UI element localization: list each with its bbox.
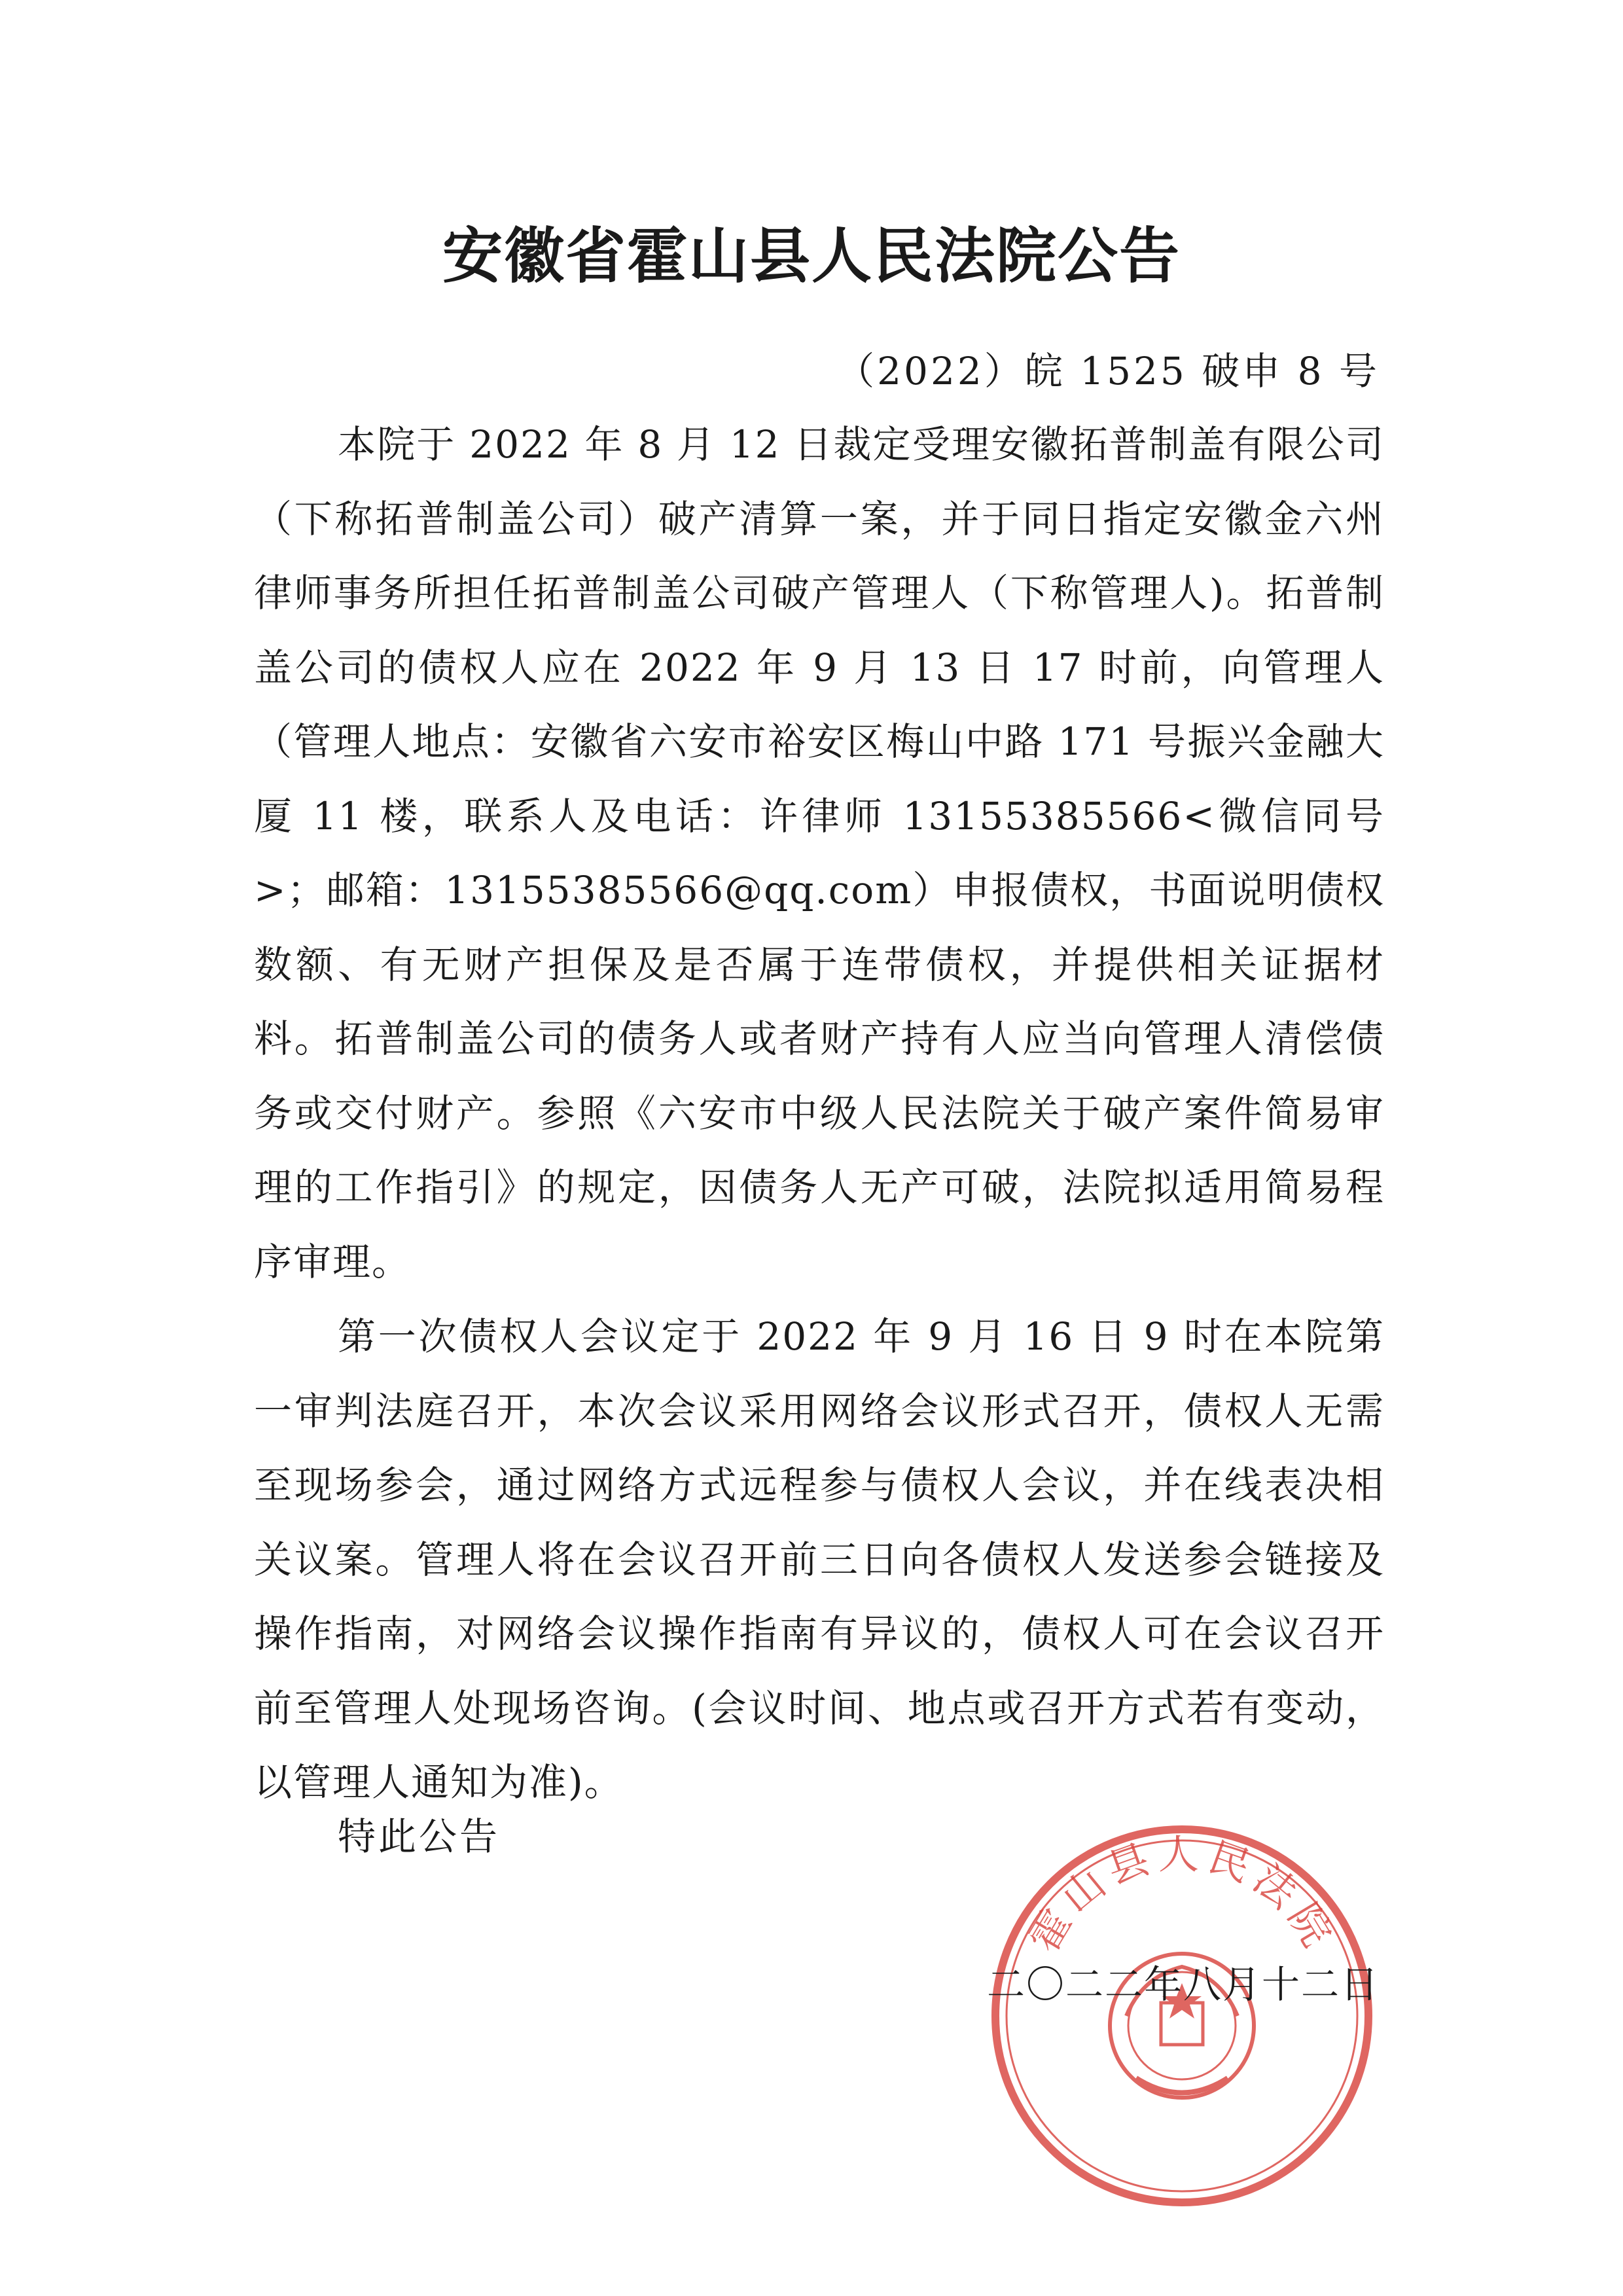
- seal-text: 霍山县人民法院: [1019, 1830, 1345, 1960]
- document-title: 安徽省霍山县人民法院公告: [442, 221, 1181, 291]
- closing-phrase: 特此公告: [338, 1814, 501, 1859]
- paragraph-claim-filing: 本院于 2022 年 8 月 12 日裁定受理安徽拓普制盖有限公司（下称拓普制盖公司）破产清算一案，并于同日指定安徽金六州律师事务所担任拓普制盖公司破产管理人（下称管理人)。拓普制盖公司的债权人应在 2022 年 9 月 13 日 17 时前，向管理人（管理人地点：安徽省六安市裕安区梅山中路 171 号振兴金融大厦 11 楼，联系人及电话：许律师 13155385566<微信同号>；邮箱：13155385566@qq.com）申报债权，书面说明债权数额、有无财产担保及是否属于连带债权，并提供相关证据材料。拓普制盖公司的债务人或者财产持有人应当向管理人清偿债务或交付财产。参照《六安市中级人民法院关于破产案件简易审理的工作指引》的规定，因债务人无产可破，法院拟适用简易程序审理。: [254, 422, 1385, 1284]
- svg-text:霍山县人民法院: [1020, 1830, 1344, 1960]
- case-number: （2022）皖 1525 破申 8 号: [836, 349, 1380, 393]
- announcement-date: 二〇二二年八月十二日: [986, 1962, 1380, 2007]
- court-seal-icon: [986, 1820, 1378, 2212]
- paragraph-creditors-meeting: 第一次债权人会议定于 2022 年 9 月 16 日 9 时在本院第一审判法庭召开，本次会议采用网络会议形式召开，债权人无需至现场参会，通过网络方式远程参与债权人会议，并在线表决相关议案。管理人将在会议召开前三日向各债权人发送参会链接及操作指南，对网络会议操作指南有异议的，债权人可在会议召开前至管理人处现场咨询。(会议时间、地点或召开方式若有变动，以管理人通知为准)。: [254, 1314, 1385, 1804]
